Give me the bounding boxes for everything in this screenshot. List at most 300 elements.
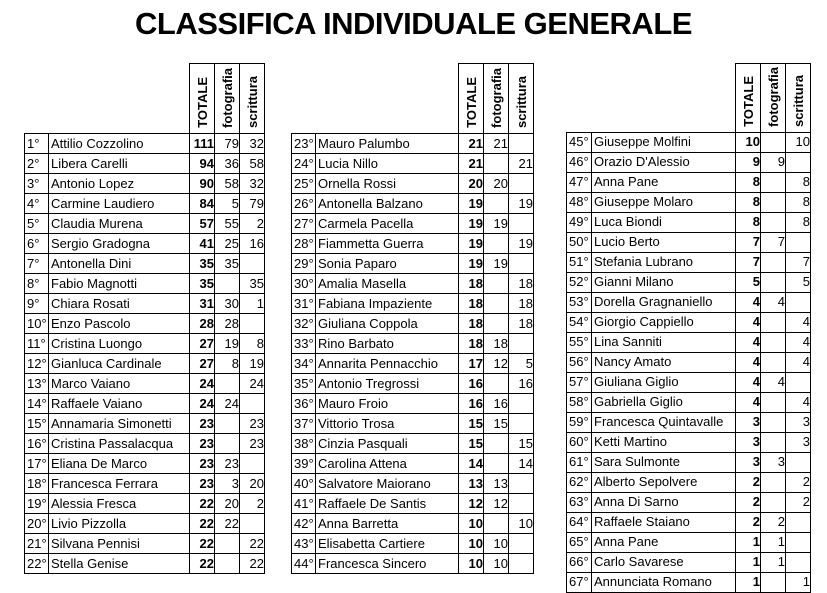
fotografia-score — [761, 572, 786, 592]
fotografia-score — [761, 252, 786, 272]
fotografia-score: 22 — [215, 514, 240, 534]
scrittura-score — [786, 152, 811, 172]
participant-name: Antonella Dini — [49, 254, 190, 274]
rank-position: 33° — [292, 334, 316, 354]
participant-name: Giorgio Cappiello — [592, 312, 736, 332]
total-score: 13 — [459, 474, 484, 494]
scrittura-score: 22 — [240, 534, 265, 554]
scrittura-score: 5 — [509, 354, 534, 374]
fotografia-score: 2 — [761, 512, 786, 532]
rank-position: 54° — [567, 312, 592, 332]
participant-name: Anna Pane — [592, 532, 736, 552]
rank-position: 48° — [567, 192, 592, 212]
total-score: 4 — [736, 332, 761, 352]
fotografia-score: 1 — [761, 532, 786, 552]
fotografia-score: 20 — [484, 174, 509, 194]
rank-position: 13° — [25, 374, 49, 394]
participant-name: Sonia Paparo — [316, 254, 459, 274]
total-score: 19 — [459, 214, 484, 234]
participant-name: Claudia Murena — [49, 214, 190, 234]
fotografia-score — [761, 212, 786, 232]
participant-name: Salvatore Maiorano — [316, 474, 459, 494]
table-row — [567, 192, 811, 212]
scrittura-score: 10 — [509, 514, 534, 534]
fotografia-score — [761, 492, 786, 512]
rank-position: 64° — [567, 512, 592, 532]
scrittura-score: 4 — [786, 352, 811, 372]
total-score: 2 — [736, 492, 761, 512]
table-row — [25, 174, 265, 194]
participant-name: Fiammetta Guerra — [316, 234, 459, 254]
table-row — [292, 354, 534, 374]
rank-position: 60° — [567, 432, 592, 452]
rank-position: 7° — [25, 254, 49, 274]
fotografia-score: 16 — [484, 394, 509, 414]
rank-position: 9° — [25, 294, 49, 314]
fotografia-score: 9 — [761, 152, 786, 172]
table-row — [567, 512, 811, 532]
rank-position: 2° — [25, 154, 49, 174]
table-row — [292, 374, 534, 394]
fotografia-score — [484, 454, 509, 474]
scrittura-score — [786, 292, 811, 312]
table-row — [567, 312, 811, 332]
table-row — [292, 314, 534, 334]
fotografia-score — [761, 412, 786, 432]
scrittura-score: 16 — [509, 374, 534, 394]
fotografia-score — [761, 332, 786, 352]
participant-name: Enzo Pascolo — [49, 314, 190, 334]
scrittura-score — [240, 314, 265, 334]
fotografia-score — [215, 434, 240, 454]
rank-position: 50° — [567, 232, 592, 252]
scrittura-score — [509, 134, 534, 154]
participant-name: Annunciata Romano — [592, 572, 736, 592]
table-row — [567, 212, 811, 232]
table-row — [567, 272, 811, 292]
fotografia-score: 12 — [484, 354, 509, 374]
scrittura-score — [509, 414, 534, 434]
rank-position: 27° — [292, 214, 316, 234]
scrittura-score: 23 — [240, 414, 265, 434]
participant-name: Raffaele Vaiano — [49, 394, 190, 414]
participant-name: Francesca Quintavalle — [592, 412, 736, 432]
participant-name: Silvana Pennisi — [49, 534, 190, 554]
fotografia-score: 15 — [484, 414, 509, 434]
scrittura-score — [786, 552, 811, 572]
rank-position: 20° — [25, 514, 49, 534]
total-score: 18 — [459, 294, 484, 314]
rank-position: 49° — [567, 212, 592, 232]
participant-name: Carlo Savarese — [592, 552, 736, 572]
participant-name: Francesca Sincero — [316, 554, 459, 574]
total-score: 1 — [736, 552, 761, 572]
scrittura-score — [509, 474, 534, 494]
total-score: 35 — [190, 254, 215, 274]
rank-position: 67° — [567, 572, 592, 592]
scrittura-score: 1 — [240, 294, 265, 314]
total-score: 7 — [736, 232, 761, 252]
scrittura-score: 21 — [509, 154, 534, 174]
rank-position: 28° — [292, 234, 316, 254]
scrittura-score: 22 — [240, 554, 265, 574]
participant-name: Anna Barretta — [316, 514, 459, 534]
rank-position: 52° — [567, 272, 592, 292]
rank-position: 47° — [567, 172, 592, 192]
table-row — [25, 314, 265, 334]
fotografia-score: 1 — [761, 552, 786, 572]
scrittura-score — [509, 254, 534, 274]
fotografia-score — [761, 312, 786, 332]
total-score: 23 — [190, 454, 215, 474]
header-scrittura: scrittura — [240, 64, 265, 134]
fotografia-score — [761, 352, 786, 372]
total-score: 8 — [736, 192, 761, 212]
scrittura-score — [786, 232, 811, 252]
total-score: 18 — [459, 314, 484, 334]
scrittura-score — [509, 214, 534, 234]
rank-position: 34° — [292, 354, 316, 374]
scrittura-score: 14 — [509, 454, 534, 474]
participant-name: Luca Biondi — [592, 212, 736, 232]
fotografia-score: 58 — [215, 174, 240, 194]
scrittura-score: 18 — [509, 294, 534, 314]
rank-position: 45° — [567, 132, 592, 152]
participant-name: Carolina Attena — [316, 454, 459, 474]
fotografia-score — [484, 194, 509, 214]
table-row — [567, 292, 811, 312]
fotografia-score: 79 — [215, 134, 240, 154]
rank-position: 58° — [567, 392, 592, 412]
table-row — [567, 412, 811, 432]
rank-position: 32° — [292, 314, 316, 334]
fotografia-score: 5 — [215, 194, 240, 214]
total-score: 27 — [190, 354, 215, 374]
table-row — [567, 492, 811, 512]
rank-position: 44° — [292, 554, 316, 574]
table-row — [567, 232, 811, 252]
table-row — [567, 572, 811, 592]
fotografia-score: 4 — [761, 292, 786, 312]
participant-name: Cinzia Pasquali — [316, 434, 459, 454]
rank-position: 42° — [292, 514, 316, 534]
fotografia-score: 35 — [215, 254, 240, 274]
total-score: 18 — [459, 274, 484, 294]
fotografia-score: 19 — [484, 254, 509, 274]
participant-name: Dorella Gragnaniello — [592, 292, 736, 312]
table-row — [567, 352, 811, 372]
table-row — [25, 294, 265, 314]
participant-name: Rino Barbato — [316, 334, 459, 354]
scrittura-score: 2 — [786, 472, 811, 492]
table-row — [567, 552, 811, 572]
scrittura-score: 58 — [240, 154, 265, 174]
table-row — [292, 214, 534, 234]
total-score: 28 — [190, 314, 215, 334]
participant-name: Annarita Pennacchio — [316, 354, 459, 374]
rank-position: 31° — [292, 294, 316, 314]
participant-name: Carmine Laudiero — [49, 194, 190, 214]
scrittura-score — [786, 512, 811, 532]
total-score: 31 — [190, 294, 215, 314]
table-row — [292, 254, 534, 274]
table-row — [292, 394, 534, 414]
participant-name: Mauro Froio — [316, 394, 459, 414]
rank-position: 18° — [25, 474, 49, 494]
scrittura-score: 23 — [240, 434, 265, 454]
participant-name: Lina Sanniti — [592, 332, 736, 352]
scrittura-score: 24 — [240, 374, 265, 394]
table-row — [567, 152, 811, 172]
total-score: 4 — [736, 352, 761, 372]
rank-position: 6° — [25, 234, 49, 254]
rank-position: 23° — [292, 134, 316, 154]
participant-name: Gianluca Cardinale — [49, 354, 190, 374]
total-score: 22 — [190, 534, 215, 554]
participant-name: Ketti Martino — [592, 432, 736, 452]
total-score: 22 — [190, 494, 215, 514]
total-score: 1 — [736, 532, 761, 552]
rank-position: 26° — [292, 194, 316, 214]
fotografia-score: 25 — [215, 234, 240, 254]
rank-position: 8° — [25, 274, 49, 294]
scrittura-score — [509, 394, 534, 414]
rank-position: 56° — [567, 352, 592, 372]
participant-name: Stella Genise — [49, 554, 190, 574]
fotografia-score: 7 — [761, 232, 786, 252]
participant-name: Gabriella Giglio — [592, 392, 736, 412]
table-row — [567, 472, 811, 492]
rank-position: 46° — [567, 152, 592, 172]
total-score: 1 — [736, 572, 761, 592]
table-row — [25, 554, 265, 574]
total-score: 12 — [459, 494, 484, 514]
total-score: 21 — [459, 154, 484, 174]
table-row — [567, 372, 811, 392]
header-fotografia: fotografia — [215, 64, 240, 134]
fotografia-score: 18 — [484, 334, 509, 354]
rank-position: 24° — [292, 154, 316, 174]
scrittura-score: 1 — [786, 572, 811, 592]
participant-name: Giuseppe Molfini — [592, 132, 736, 152]
table-row — [567, 252, 811, 272]
participant-name: Giuliana Coppola — [316, 314, 459, 334]
rank-position: 3° — [25, 174, 49, 194]
scrittura-score: 79 — [240, 194, 265, 214]
participant-name: Antonio Lopez — [49, 174, 190, 194]
fotografia-score — [761, 272, 786, 292]
table-row — [567, 172, 811, 192]
total-score: 24 — [190, 374, 215, 394]
total-score: 8 — [736, 212, 761, 232]
total-score: 4 — [736, 312, 761, 332]
scrittura-score: 19 — [509, 194, 534, 214]
total-score: 15 — [459, 434, 484, 454]
participant-name: Fabio Magnotti — [49, 274, 190, 294]
participant-name: Livio Pizzolla — [49, 514, 190, 534]
header-fotografia: fotografia — [484, 64, 509, 134]
scrittura-score: 15 — [509, 434, 534, 454]
rank-position: 41° — [292, 494, 316, 514]
participant-name: Gianni Milano — [592, 272, 736, 292]
scrittura-score: 2 — [240, 214, 265, 234]
header-fotografia: fotografia — [761, 64, 786, 133]
total-score: 4 — [736, 292, 761, 312]
fotografia-score — [215, 554, 240, 574]
fotografia-score: 36 — [215, 154, 240, 174]
participant-name: Anna Di Sarno — [592, 492, 736, 512]
scrittura-score: 4 — [786, 392, 811, 412]
total-score: 20 — [459, 174, 484, 194]
scrittura-score: 16 — [240, 234, 265, 254]
fotografia-score: 4 — [761, 372, 786, 392]
participant-name: Cristina Passalacqua — [49, 434, 190, 454]
scrittura-score — [509, 534, 534, 554]
participant-name: Alberto Sepolvere — [592, 472, 736, 492]
participant-name: Carmela Pacella — [316, 214, 459, 234]
table-row — [25, 354, 265, 374]
participant-name: Eliana De Marco — [49, 454, 190, 474]
rank-position: 61° — [567, 452, 592, 472]
participant-name: Giuliana Giglio — [592, 372, 736, 392]
header-totale: TOTALE — [190, 64, 215, 134]
participant-name: Nancy Amato — [592, 352, 736, 372]
total-score: 10 — [459, 514, 484, 534]
rank-position: 43° — [292, 534, 316, 554]
rank-position: 5° — [25, 214, 49, 234]
scrittura-score: 32 — [240, 134, 265, 154]
table-row — [292, 334, 534, 354]
fotografia-score — [484, 514, 509, 534]
rank-position: 15° — [25, 414, 49, 434]
scrittura-score: 19 — [509, 234, 534, 254]
fotografia-score — [484, 274, 509, 294]
table-row — [292, 274, 534, 294]
total-score: 17 — [459, 354, 484, 374]
participant-name: Attilio Cozzolino — [49, 134, 190, 154]
table-row — [567, 392, 811, 412]
table-row — [25, 434, 265, 454]
table-row — [292, 194, 534, 214]
fotografia-score: 8 — [215, 354, 240, 374]
participant-name: Fabiana Impaziente — [316, 294, 459, 314]
fotografia-score — [761, 472, 786, 492]
fotografia-score — [484, 374, 509, 394]
rank-position: 39° — [292, 454, 316, 474]
scrittura-score: 8 — [240, 334, 265, 354]
table-row — [292, 534, 534, 554]
table-row — [25, 374, 265, 394]
participant-name: Orazio D'Alessio — [592, 152, 736, 172]
fotografia-score: 3 — [215, 474, 240, 494]
fotografia-score: 19 — [215, 334, 240, 354]
total-score: 3 — [736, 452, 761, 472]
ranking-table-3 — [566, 63, 811, 593]
table-row — [292, 294, 534, 314]
participant-name: Stefania Lubrano — [592, 252, 736, 272]
header-totale: TOTALE — [459, 64, 484, 134]
participant-name: Raffaele De Santis — [316, 494, 459, 514]
scrittura-score: 18 — [509, 314, 534, 334]
scrittura-score: 8 — [786, 192, 811, 212]
total-score: 23 — [190, 414, 215, 434]
fotografia-score: 3 — [761, 452, 786, 472]
total-score: 84 — [190, 194, 215, 214]
table-row — [292, 474, 534, 494]
fotografia-score — [484, 294, 509, 314]
total-score: 19 — [459, 194, 484, 214]
rank-position: 38° — [292, 434, 316, 454]
scrittura-score: 4 — [786, 312, 811, 332]
rank-position: 25° — [292, 174, 316, 194]
scrittura-score: 3 — [786, 432, 811, 452]
fotografia-score: 13 — [484, 474, 509, 494]
participant-name: Marco Vaiano — [49, 374, 190, 394]
fotografia-score — [761, 392, 786, 412]
scrittura-score — [509, 334, 534, 354]
total-score: 35 — [190, 274, 215, 294]
total-score: 2 — [736, 472, 761, 492]
total-score: 15 — [459, 414, 484, 434]
participant-name: Lucio Berto — [592, 232, 736, 252]
fotografia-score — [484, 314, 509, 334]
fotografia-score — [484, 434, 509, 454]
fotografia-score: 10 — [484, 554, 509, 574]
scrittura-score: 3 — [786, 412, 811, 432]
rank-position: 17° — [25, 454, 49, 474]
rank-position: 16° — [25, 434, 49, 454]
fotografia-score: 24 — [215, 394, 240, 414]
total-score: 4 — [736, 392, 761, 412]
fotografia-score — [761, 132, 786, 152]
fotografia-score — [484, 154, 509, 174]
rank-position: 53° — [567, 292, 592, 312]
table-row — [25, 454, 265, 474]
participant-name: Sara Sulmonte — [592, 452, 736, 472]
rank-position: 57° — [567, 372, 592, 392]
rank-position: 55° — [567, 332, 592, 352]
total-score: 2 — [736, 512, 761, 532]
table-row — [292, 514, 534, 534]
table-row — [292, 134, 534, 154]
scrittura-score: 32 — [240, 174, 265, 194]
total-score: 90 — [190, 174, 215, 194]
rank-position: 1° — [25, 134, 49, 154]
rank-position: 11° — [25, 334, 49, 354]
table-row — [567, 532, 811, 552]
table-row — [292, 554, 534, 574]
table-row — [25, 234, 265, 254]
table-row — [292, 434, 534, 454]
rank-position: 35° — [292, 374, 316, 394]
total-score: 41 — [190, 234, 215, 254]
rank-position: 12° — [25, 354, 49, 374]
scrittura-score: 18 — [509, 274, 534, 294]
scrittura-score — [786, 532, 811, 552]
table-row — [292, 174, 534, 194]
fotografia-score — [215, 274, 240, 294]
total-score: 94 — [190, 154, 215, 174]
ranking-table-1 — [24, 63, 265, 574]
scrittura-score: 2 — [240, 494, 265, 514]
rank-position: 62° — [567, 472, 592, 492]
scrittura-score — [786, 372, 811, 392]
scrittura-score: 7 — [786, 252, 811, 272]
total-score: 4 — [736, 372, 761, 392]
participant-name: Cristina Luongo — [49, 334, 190, 354]
table-row — [25, 154, 265, 174]
total-score: 22 — [190, 514, 215, 534]
